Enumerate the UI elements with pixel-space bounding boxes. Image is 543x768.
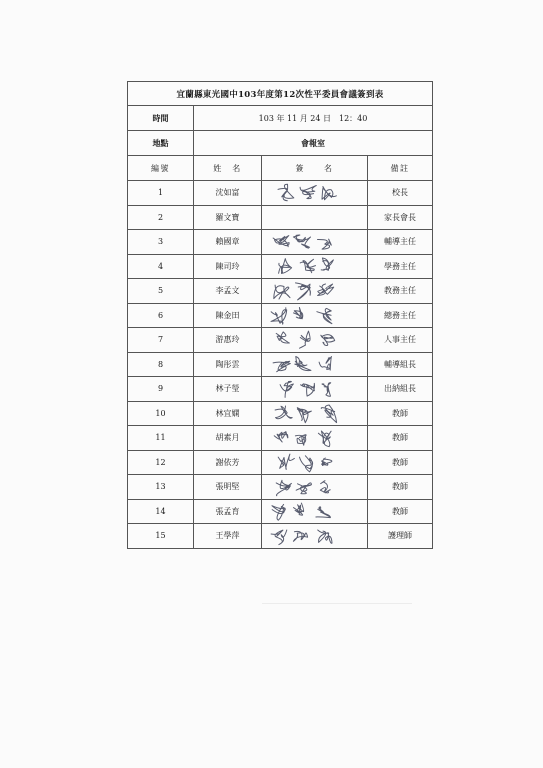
row-remark: 家長會長 <box>368 205 433 230</box>
row-remark: 教師 <box>368 450 433 475</box>
row-number: 5 <box>128 279 194 304</box>
row-signature-cell <box>262 181 368 206</box>
handwritten-signature <box>262 255 367 279</box>
handwritten-signature <box>262 524 367 548</box>
row-name: 胡素月 <box>194 426 262 451</box>
handwritten-signature <box>262 353 367 377</box>
row-number: 7 <box>128 328 194 353</box>
table-row <box>128 499 433 524</box>
row-signature-cell <box>262 377 368 402</box>
table-row <box>128 524 433 549</box>
row-remark: 輔導主任 <box>368 230 433 255</box>
scan-artifact-line <box>262 603 412 604</box>
row-number: 2 <box>128 205 194 230</box>
header-row <box>128 156 433 181</box>
row-remark: 教師 <box>368 426 433 451</box>
row-signature-cell <box>262 328 368 353</box>
row-number: 12 <box>128 450 194 475</box>
row-remark: 教師 <box>368 401 433 426</box>
row-name: 陳司玲 <box>194 254 262 279</box>
table-row <box>128 205 433 230</box>
row-signature-cell <box>262 401 368 426</box>
table-row <box>128 377 433 402</box>
row-signature-cell <box>262 450 368 475</box>
row-number: 11 <box>128 426 194 451</box>
row-signature-cell <box>262 303 368 328</box>
row-name: 張孟育 <box>194 499 262 524</box>
row-remark: 教師 <box>368 475 433 500</box>
table-row <box>128 352 433 377</box>
document-title: 宜蘭縣東光國中103年度第12次性平委員會議簽到表 <box>128 82 433 106</box>
row-signature-cell <box>262 230 368 255</box>
header-remark: 備註 <box>368 156 433 181</box>
row-signature-cell <box>262 352 368 377</box>
row-signature-cell <box>262 475 368 500</box>
row-signature-cell <box>262 426 368 451</box>
table-row <box>128 230 433 255</box>
handwritten-signature <box>262 475 367 499</box>
row-name: 游惠玲 <box>194 328 262 353</box>
row-remark: 教務主任 <box>368 279 433 304</box>
row-name: 王學萍 <box>194 524 262 549</box>
row-name: 謝依芳 <box>194 450 262 475</box>
row-number: 8 <box>128 352 194 377</box>
row-signature-cell <box>262 205 368 230</box>
header-name: 姓 名 <box>194 156 262 181</box>
handwritten-signature <box>262 426 367 450</box>
row-signature-cell <box>262 279 368 304</box>
row-remark: 輔導組長 <box>368 352 433 377</box>
row-name: 陶彤雲 <box>194 352 262 377</box>
handwritten-signature <box>262 377 367 401</box>
row-remark: 護理師 <box>368 524 433 549</box>
place-row <box>128 131 433 156</box>
handwritten-signature <box>262 230 367 254</box>
row-name: 沈如富 <box>194 181 262 206</box>
row-remark: 教師 <box>368 499 433 524</box>
table-row <box>128 181 433 206</box>
row-number: 14 <box>128 499 194 524</box>
table-row <box>128 279 433 304</box>
row-name: 陳金田 <box>194 303 262 328</box>
sign-in-sheet-table <box>127 81 433 549</box>
handwritten-signature <box>262 328 367 352</box>
row-number: 6 <box>128 303 194 328</box>
row-number: 9 <box>128 377 194 402</box>
place-value: 會報室 <box>194 131 433 156</box>
row-name: 李孟文 <box>194 279 262 304</box>
row-number: 13 <box>128 475 194 500</box>
table-row <box>128 254 433 279</box>
handwritten-signature <box>262 304 367 328</box>
row-number: 1 <box>128 181 194 206</box>
row-name: 張明堅 <box>194 475 262 500</box>
row-remark: 總務主任 <box>368 303 433 328</box>
table-row <box>128 303 433 328</box>
table-row <box>128 475 433 500</box>
handwritten-signature <box>262 181 367 205</box>
time-label: 時間 <box>128 106 194 131</box>
row-number: 3 <box>128 230 194 255</box>
row-remark: 學務主任 <box>368 254 433 279</box>
table-row <box>128 426 433 451</box>
title-row <box>128 82 433 106</box>
row-signature-cell <box>262 524 368 549</box>
time-row <box>128 106 433 131</box>
place-label: 地點 <box>128 131 194 156</box>
row-number: 4 <box>128 254 194 279</box>
row-number: 15 <box>128 524 194 549</box>
header-number: 編號 <box>128 156 194 181</box>
time-value: 103 年 11 月 24 日 12：40 <box>194 106 433 131</box>
table-row <box>128 450 433 475</box>
table-row <box>128 401 433 426</box>
row-remark: 人事主任 <box>368 328 433 353</box>
row-name: 林宜嫻 <box>194 401 262 426</box>
row-name: 羅文寶 <box>194 205 262 230</box>
row-number: 10 <box>128 401 194 426</box>
table-row <box>128 328 433 353</box>
row-remark: 校長 <box>368 181 433 206</box>
handwritten-signature <box>262 402 367 426</box>
handwritten-signature <box>262 279 367 303</box>
row-name: 林子瑩 <box>194 377 262 402</box>
row-name: 賴國章 <box>194 230 262 255</box>
row-remark: 出納組長 <box>368 377 433 402</box>
row-signature-cell <box>262 254 368 279</box>
handwritten-signature <box>262 500 367 524</box>
handwritten-signature <box>262 451 367 475</box>
row-signature-cell <box>262 499 368 524</box>
header-signature: 簽 名 <box>262 156 368 181</box>
